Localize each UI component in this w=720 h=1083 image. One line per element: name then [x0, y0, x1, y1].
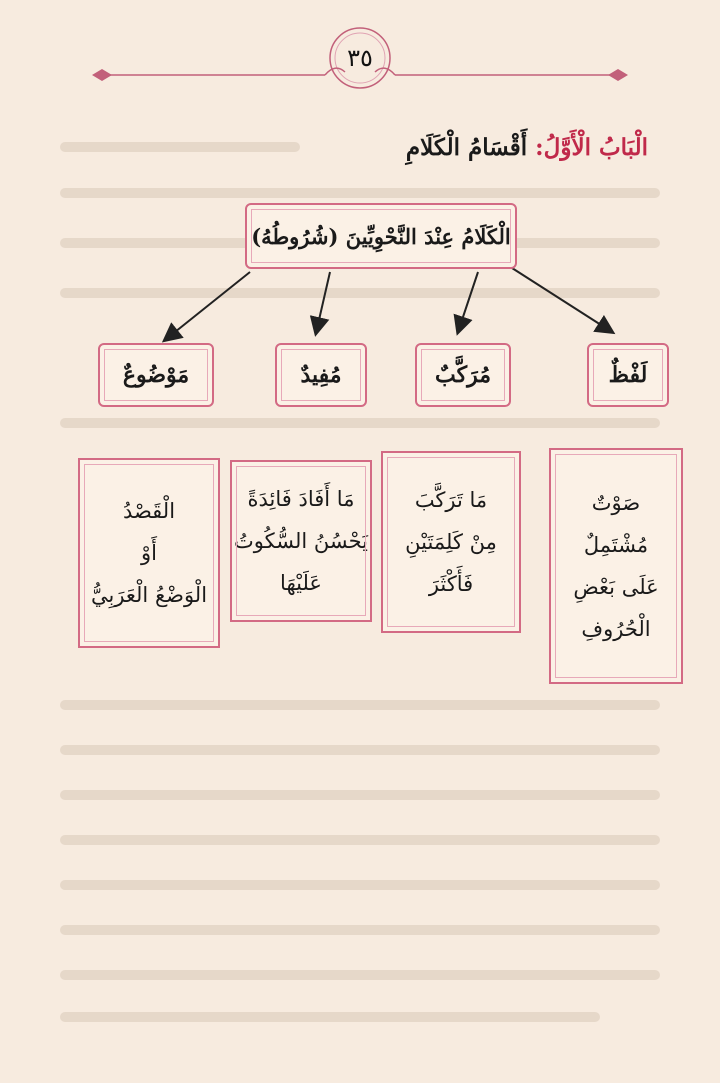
arrow-to-lafz	[512, 268, 612, 332]
definition-box-murakkab	[381, 451, 521, 633]
definition-line: عَلَى بَعْضِ	[573, 575, 659, 599]
condition-box-lafz	[587, 343, 669, 407]
definition-box-mawdu	[78, 458, 220, 648]
definition-line: أَوْ	[141, 541, 157, 565]
definition-box-lafz	[549, 448, 683, 684]
condition-box-mufid	[275, 343, 367, 407]
arrow-to-mufid	[316, 272, 330, 333]
definition-line: الْحُرُوفِ	[581, 617, 651, 641]
definition-line: فَأَكْثَرَ	[428, 572, 474, 596]
arrow-to-murakkab	[458, 272, 478, 332]
definition-line: عَلَيْهَا	[280, 571, 322, 595]
condition-box-murakkab	[415, 343, 511, 407]
definition-line: مَا تَرَكَّبَ	[414, 488, 488, 512]
chapter-label: الْبَابُ الْأَوَّلُ:	[535, 134, 648, 161]
definition-line: مُشْتَمِلٌ	[583, 533, 649, 557]
definition-line: الْوَضْعُ الْعَرَبِيُّ	[90, 583, 208, 607]
condition-label: مُفِيدٌ	[300, 362, 342, 388]
definition-line: صَوْتٌ	[591, 491, 641, 515]
page-number: ٣٥	[347, 44, 373, 72]
condition-label: مُرَكَّبٌ	[435, 362, 491, 388]
chapter-title: أَقْسَامُ الْكَلَامِ	[405, 134, 528, 161]
chapter-heading	[406, 128, 648, 168]
diagram-root-box	[245, 203, 517, 269]
definition-box-mufid	[230, 460, 372, 622]
condition-box-mawdu	[98, 343, 214, 407]
definition-line: مِنْ كَلِمَتَيْنِ	[405, 530, 497, 554]
definition-line: يَحْسُنُ السُّكُوتُ	[234, 529, 368, 553]
definition-line: الْقَصْدُ	[122, 499, 176, 523]
definition-line: مَا أَفَادَ فَائِدَةً	[247, 487, 355, 511]
condition-label: مَوْضُوعٌ	[122, 362, 190, 388]
arrow-to-mawdu	[165, 272, 250, 340]
diagram-root-label: الْكَلَامُ عِنْدَ النَّحْوِيِّينَ (شُرُوطُهُ)	[251, 223, 511, 249]
condition-label: لَفْظٌ	[608, 362, 648, 388]
